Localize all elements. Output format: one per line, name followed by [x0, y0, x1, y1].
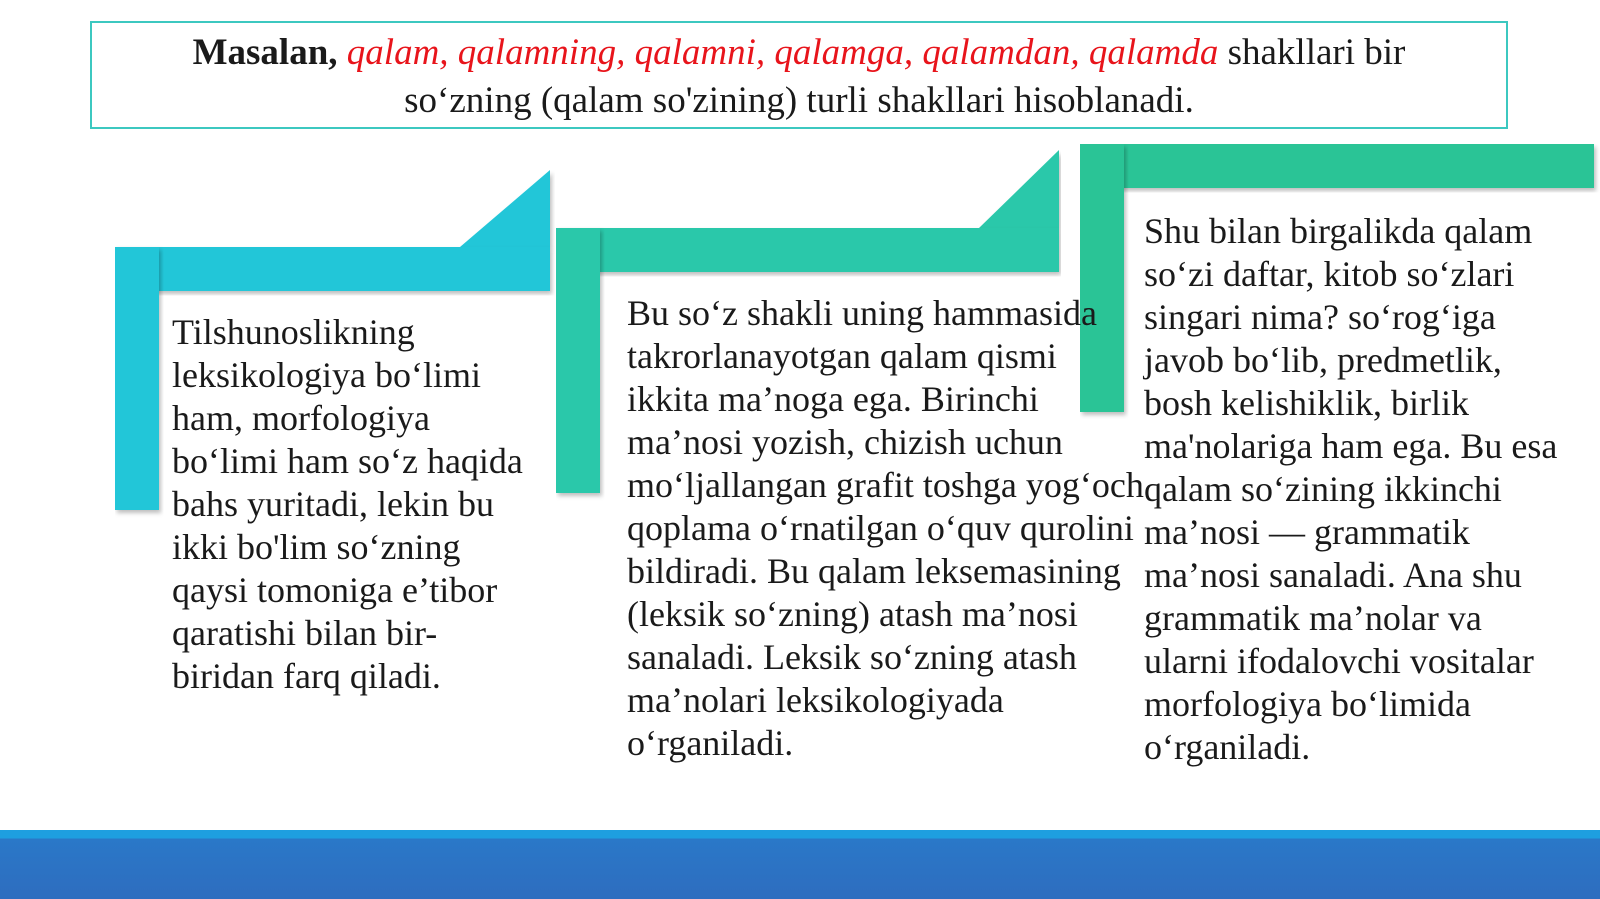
- intro-examples: qalam, qalamning, qalamni, qalamga, qalamdan, qalamda: [346, 32, 1219, 73]
- intro-rest-line2: so‘zning (qalam so'zining) turli shakllari hisoblanadi.: [404, 80, 1194, 121]
- intro-rest-line1: shakllari bir: [1227, 32, 1406, 73]
- column-2-text: Bu so‘z shakli uning hammasida takrorlanayotgan qalam qismi ikkita ma’noga ega. Birinchi ma’nosi yozish, chizish uchun mo‘ljallangan grafit toshga yog‘och qoplama o‘rnatilgan o‘quv qurolini bildiradi. Bu qalam leksemasining (leksik so‘zning) atash ma’nosi sanaladi. Leksik so‘zning atash ma’nolari leksikologiyada o‘rganiladi.: [627, 293, 1144, 763]
- column-3-text: Shu bilan birgalikda qalam so‘zi daftar, kitob so‘zlari singari nima? so‘rog‘iga javob bo‘lib, predmetlik, bosh kelishiklik, birlik ma'nolariga ham ega. Bu esa qalam so‘zining ikkinchi ma’nosi — grammatik ma’nosi sanaladi. Ana shu grammatik ma’nolar va ularni ifodalovchi vositalar morfologiya bo‘limida o‘rganiladi.: [1144, 211, 1558, 767]
- intro-box: [90, 21, 1508, 129]
- footer-band: [0, 830, 1600, 899]
- intro-lead: Masalan,: [192, 32, 338, 73]
- column-1-text: Tilshunoslikning leksikologiya bo‘limi ham, morfologiya bo‘limi ham so‘z haqida bahs yuritadi, lekin bu ikki bo'lim so‘zning qaysi tomoniga e’tibor qaratishi bilan bir-biridan farq qiladi.: [172, 312, 523, 696]
